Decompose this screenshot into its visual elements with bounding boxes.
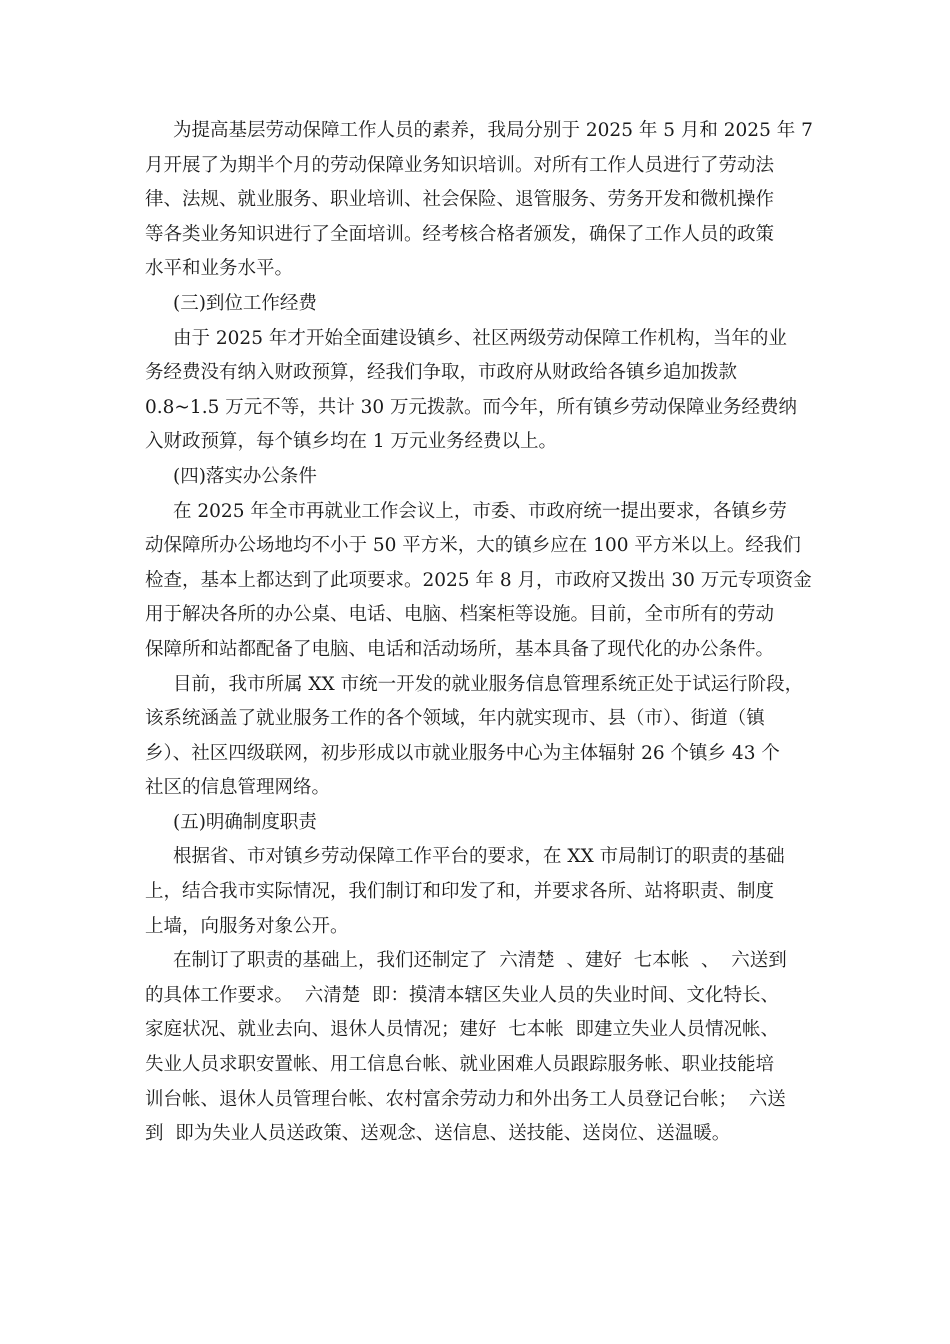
- section-heading: (四)落实办公条件: [173, 465, 317, 487]
- text-line: 入财政预算，每个镇乡均在 1 万元业务经费以上。: [145, 431, 558, 453]
- text-line: 的具体工作要求。 六清楚 即：摸清本辖区失业人员的失业时间、文化特长、: [145, 984, 780, 1006]
- text-line: 水平和业务水平。: [145, 258, 294, 280]
- text-line: 上，结合我市实际情况，我们制订和印发了和，并要求各所、站将职责、制度: [145, 881, 775, 903]
- text-line: 务经费没有纳入财政预算，经我们争取，市政府从财政给各镇乡追加拨款: [145, 362, 738, 384]
- text-line: 律、法规、就业服务、职业培训、社会保险、退管服务、劳务开发和微机操作: [145, 189, 775, 211]
- text-line: 上墙，向服务对象公开。: [145, 915, 349, 937]
- text-line: 由于 2025 年才开始全面建设镇乡、社区两级劳动保障工作机构，当年的业: [173, 327, 787, 349]
- section-heading: (三)到位工作经费: [173, 292, 317, 314]
- text-line: 目前，我市所属 XX 市统一开发的就业服务信息管理系统正处于试运行阶段，: [173, 673, 804, 695]
- text-line: 保障所和站都配备了电脑、电话和活动场所，基本具备了现代化的办公条件。: [145, 638, 775, 660]
- text-line: 动保障所办公场地均不小于 50 平方米，大的镇乡应在 100 平方米以上。经我们: [145, 535, 801, 557]
- document-body: [145, 114, 813, 1152]
- text-line: 检查，基本上都达到了此项要求。2025 年 8 月，市政府又拨出 30 万元专项资金: [145, 569, 812, 591]
- text-line: 失业人员求职安置帐、用工信息台帐、就业困难人员跟踪服务帐、职业技能培: [145, 1054, 775, 1076]
- text-line: 训台帐、退休人员管理台帐、农村富余劳动力和外出务工人员登记台帐； 六送: [145, 1088, 786, 1110]
- text-line: 在 2025 年全市再就业工作会议上，市委、市政府统一提出要求，各镇乡劳: [173, 500, 787, 522]
- text-line: 为提高基层劳动保障工作人员的素养，我局分别于 2025 年 5 月和 2025 年 7: [173, 120, 813, 141]
- text-line: 根据省、市对镇乡劳动保障工作平台的要求，在 XX 市局制订的职责的基础: [173, 846, 785, 868]
- text-line: 0.8~1.5 万元不等，共计 30 万元拨款。而今年，所有镇乡劳动保障业务经费纳: [145, 396, 798, 418]
- text-line: 家庭状况、就业去向、退休人员情况；建好 七本帐 即建立失业人员情况帐、: [145, 1019, 780, 1041]
- text-line: 社区的信息管理网络。: [145, 777, 331, 799]
- text-line: 用于解决各所的办公桌、电话、电脑、档案柜等设施。目前，全市所有的劳动: [145, 604, 775, 626]
- text-line: 在制订了职责的基础上，我们还制定了 六清楚 、建好 七本帐 、 六送到: [173, 950, 787, 972]
- text-line: 乡）、社区四级联网，初步形成以市就业服务中心为主体辐射 26 个镇乡 43 个: [145, 742, 780, 764]
- text-line: 等各类业务知识进行了全面培训。经考核合格者颁发，确保了工作人员的政策: [145, 223, 775, 245]
- text-line: 该系统涵盖了就业服务工作的各个领域，年内就实现市、县（市）、街道（镇: [145, 708, 765, 730]
- text-line: 到 即为失业人员送政策、送观念、送信息、送技能、送岗位、送温暖。: [145, 1123, 731, 1145]
- text-line: 月开展了为期半个月的劳动保障业务知识培训。对所有工作人员进行了劳动法: [145, 154, 775, 176]
- section-heading: (五)明确制度职责: [173, 811, 317, 833]
